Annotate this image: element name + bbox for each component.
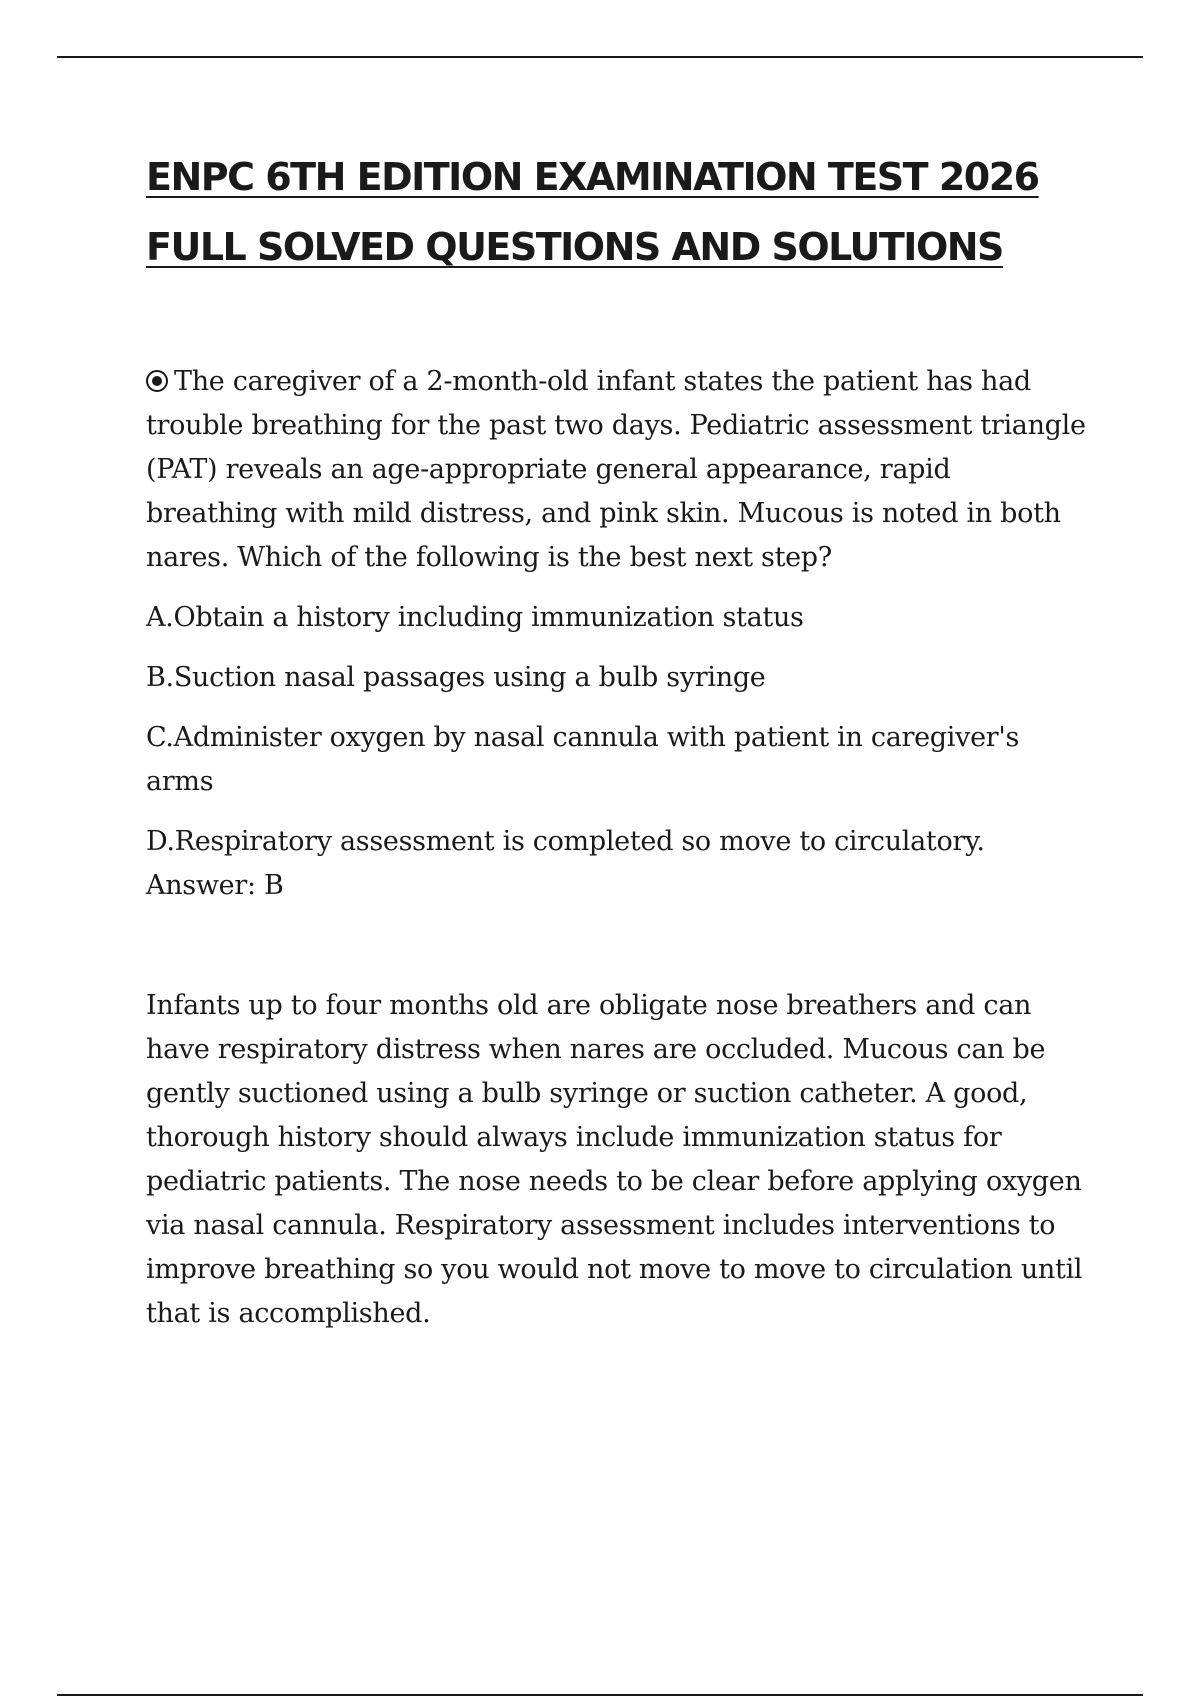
option-d [146,820,1086,908]
question-stem [146,360,1086,580]
explanation-paragraph: Infants up to four months old are obligate nose breathers and can have respiratory distress when nares are occluded. Mucous can be gently suctioned using a bulb syringe or suction catheter. A good, thorough history should always include immunization status for pediatric patients. The nose needs to be clear before applying oxygen via nasal cannula. Respiratory assessment includes interventions to improve breathing so you would not move to move to circulation until that is accomplished. [146,990,1083,1329]
option-b: B.Suction nasal passages using a bulb syringe [146,662,766,693]
question-text: The caregiver of a 2-month-old infant states the patient has had trouble breathing for the past two days. Pediatric assessment triangle (PAT) reveals an age-appropriate general appearance, rapid breathing with mild distress, and pink skin. Mucous is noted in both nares. Which of the following is the best next step? [146,366,1086,573]
title-line-2: FULL SOLVED QUESTIONS AND SOLUTIONS [146,225,1003,269]
option-d-text: D.Respiratory assessment is completed so move to circulatory. [146,826,985,857]
answer-line: Answer: B [146,870,284,901]
bottom-rule [57,1694,1143,1696]
top-rule [57,56,1143,58]
title-line-1: ENPC 6TH EDITION EXAMINATION TEST 2026 [146,155,1039,199]
option-a: A.Obtain a history including immunization status [146,602,804,633]
document-content [146,142,1086,1336]
radio-bullet-icon [146,370,168,392]
document-title [146,142,1086,282]
option-c: C.Administer oxygen by nasal cannula with patient in caregiver's arms [146,722,1020,797]
